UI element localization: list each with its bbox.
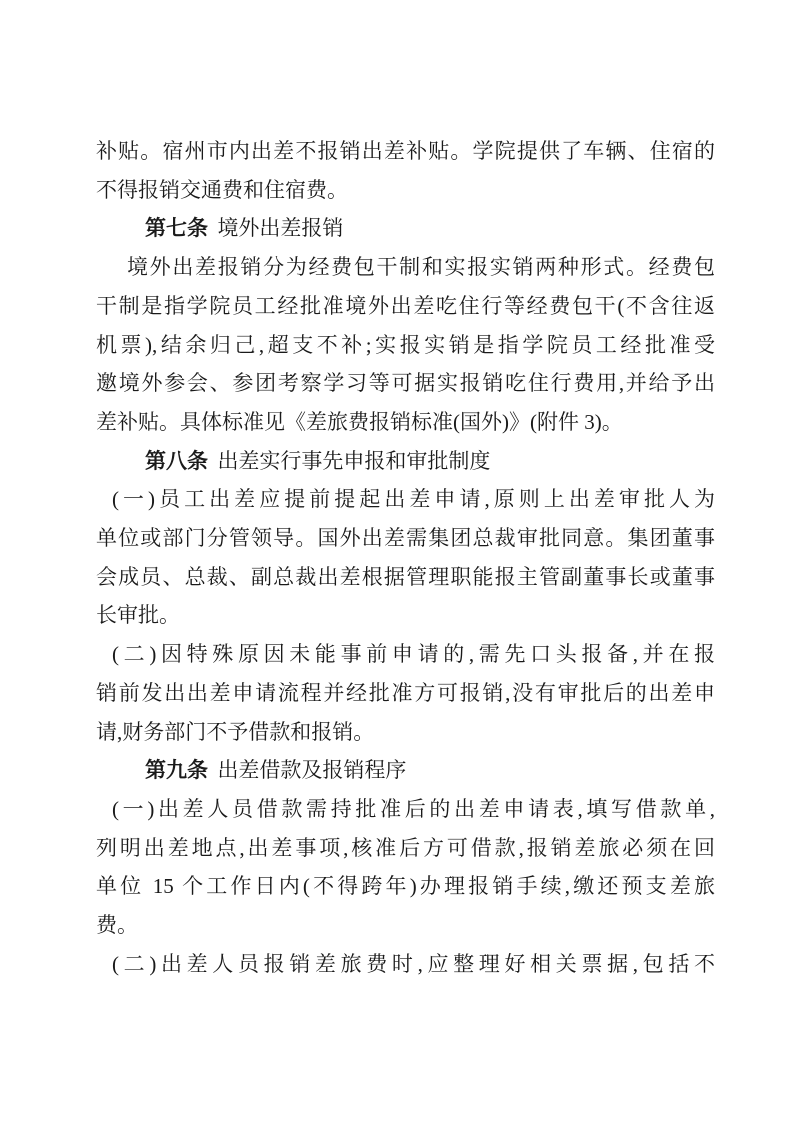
body-line: 列明出差地点,出差事项,核准后方可借款,报销差旅必须在回 (96, 835, 715, 860)
body-line: 长审批。 (96, 603, 180, 628)
section-heading (96, 751, 715, 790)
section-number: 第八条 (145, 448, 208, 473)
body-line: 差补贴。具体标准见《差旅费报销标准(国外)》(附件 3)。 (96, 409, 623, 434)
body-line: (二)因特殊原因未能事前申请的,需先口头报备,并在报 (112, 642, 715, 667)
body-line: 会成员、总裁、副总裁出差根据管理职能报主管副董事长或董事 (96, 564, 715, 589)
body-line: 境外出差报销分为经费包干制和实报实销两种形式。经费包 (127, 255, 715, 280)
body-line: 请,财务部门不予借款和报销。 (96, 719, 375, 744)
document-body (96, 132, 715, 983)
section-number: 第九条 (145, 758, 208, 783)
body-line: 销前发出出差申请流程并经批准方可报销,没有审批后的出差申 (96, 680, 715, 705)
body-line: (二)出差人员报销差旅费时,应整理好相关票据,包括不 (112, 951, 715, 976)
body-line: 干制是指学院员工经批准境外出差吃住行等经费包干(不含往返 (96, 293, 715, 318)
section-heading (96, 209, 715, 248)
section-heading (96, 442, 715, 481)
section-title: 境外出差报销 (217, 216, 344, 241)
body-line: 不得报销交通费和住宿费。 (96, 177, 348, 202)
body-line: 邀境外参会、参团考察学习等可据实报销吃住行费用,并给予出 (96, 371, 715, 396)
section-number: 第七条 (145, 216, 208, 241)
body-line: 单位 15 个工作日内(不得跨年)办理报销手续,缴还预支差旅 (96, 874, 715, 899)
section-title: 出差实行事先申报和审批制度 (217, 448, 491, 473)
body-line: 补贴。宿州市内出差不报销出差补贴。学院提供了车辆、住宿的 (96, 139, 715, 163)
body-line: (一)员工出差应提前提起出差申请,原则上出差审批人为 (112, 487, 715, 512)
body-line: 单位或部门分管领导。国外出差需集团总裁审批同意。集团董事 (96, 526, 715, 551)
body-line: 机票),结余归己,超支不补;实报实销是指学院员工经批准受 (96, 332, 715, 357)
section-title: 出差借款及报销程序 (217, 758, 407, 783)
body-line: (一)出差人员借款需持批准后的出差申请表,填写借款单, (112, 796, 715, 821)
body-line: 费。 (96, 913, 138, 938)
